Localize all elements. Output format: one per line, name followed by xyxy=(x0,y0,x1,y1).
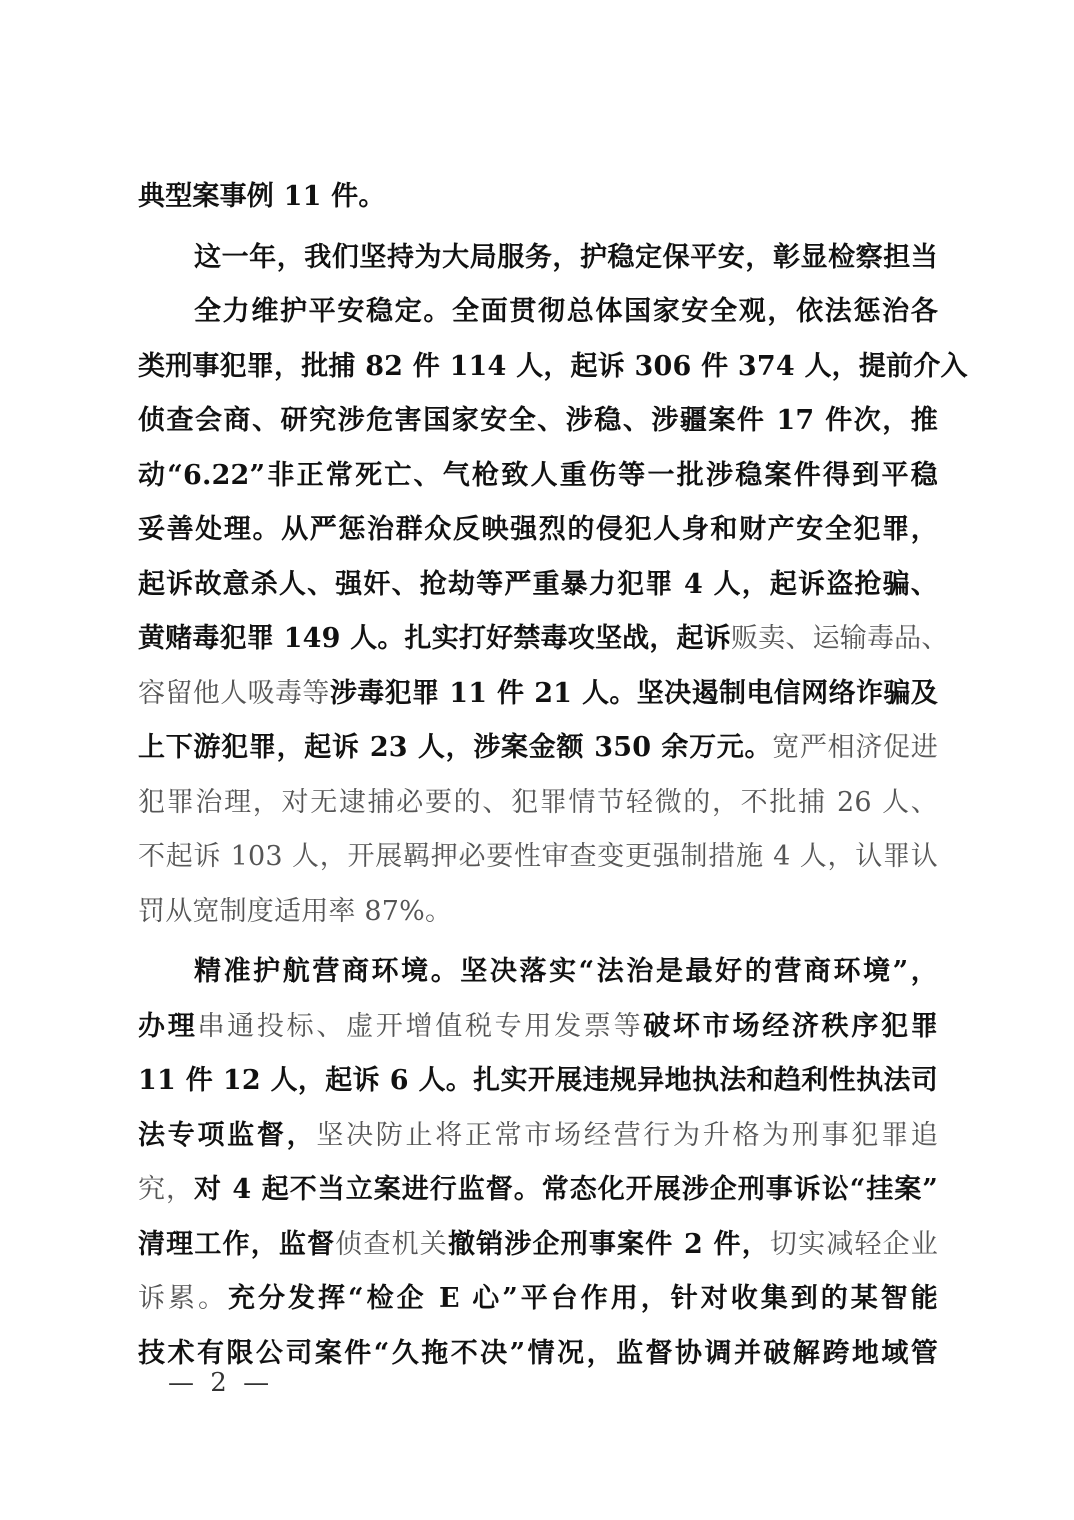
text-line: 不起诉 103 人，开展羁押必要性审查变更强制措施 4 人，认罪认 xyxy=(138,841,938,872)
text-line: 动“6.22”非正常死亡、气枪致人重伤等一批涉稳案件得到平稳 xyxy=(138,459,938,491)
text-line: 犯罪治理，对无逮捕必要的、犯罪情节轻微的，不批捕 26 人、 xyxy=(138,786,938,818)
text-line: 办理串通投标、虚开增值税专用发票等破坏市场经济秩序犯罪 xyxy=(138,1010,939,1042)
text-line: 典型案事例 11 件。 xyxy=(138,181,386,212)
text-line: 侦查会商、研究涉危害国家安全、涉稳、涉疆案件 17 件次，推 xyxy=(138,405,938,436)
section-heading: 这一年，我们坚持为大局服务，护稳定保平安，彰显检察担当 xyxy=(194,241,938,273)
text-line: 11 件 12 人，起诉 6 人。扎实开展违规异地执法和趋利性执法司 xyxy=(138,1065,938,1096)
text-line: 诉累。充分发挥“检企 E 心”平台作用，针对收集到的某智能 xyxy=(138,1283,939,1314)
text-line: 上下游犯罪，起诉 23 人，涉案金额 350 余万元。宽严相济促进 xyxy=(138,732,939,763)
text-line: 清理工作，监督侦查机关撤销涉企刑事案件 2 件，切实减轻企业 xyxy=(138,1228,938,1260)
text-line: 究，对 4 起不当立案进行监督。常态化开展涉企刑事诉讼“挂案” xyxy=(138,1174,938,1205)
section-heading: 精准护航营商环境。坚决落实“法治是最好的营商环境”， xyxy=(194,956,938,987)
text-line: 类刑事犯罪，批捕 82 件 114 人，起诉 306 件 374 人，提前介入 xyxy=(138,350,968,382)
text-line: 起诉故意杀人、强奸、抢劫等严重暴力犯罪 4 人，起诉盗抢骗、 xyxy=(138,568,938,600)
text-line: 技术有限公司案件“久拖不决”情况，监督协调并破解跨地域管 xyxy=(138,1337,938,1369)
text-line: 法专项监督，坚决防止将正常市场经营行为升格为刑事犯罪追 xyxy=(138,1119,938,1151)
text-line: 全力维护平安稳定。全面贯彻总体国家安全观，依法惩治各 xyxy=(194,296,938,327)
page-number: — 2 — xyxy=(168,1368,274,1398)
text-line: 黄赌毒犯罪 149 人。扎实打好禁毒攻坚战，起诉贩卖、运输毒品、 xyxy=(138,623,949,654)
text-line: 罚从宽制度适用率 87%。 xyxy=(138,895,453,927)
document-body xyxy=(138,170,968,1381)
text-line: 妥善处理。从严惩治群众反映强烈的侵犯人身和财产安全犯罪， xyxy=(138,514,938,545)
text-line: 容留他人吸毒等涉毒犯罪 11 件 21 人。坚决遏制电信网络诈骗及 xyxy=(138,677,938,709)
